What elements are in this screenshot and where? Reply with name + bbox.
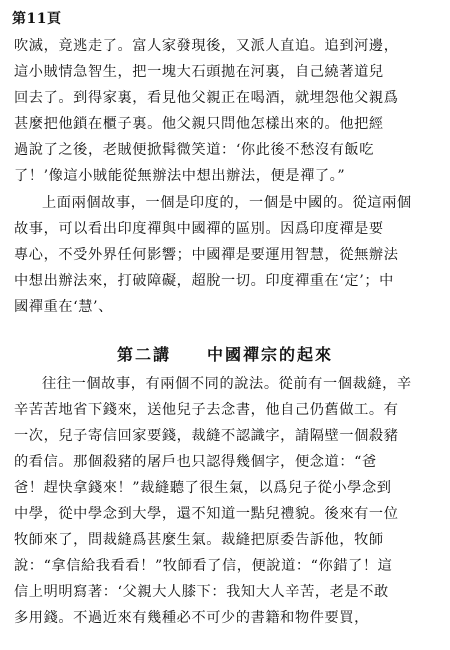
- text-line: 往往一個故事，有兩個不同的說法。從前有一個裁縫，辛: [42, 376, 412, 392]
- text-line: 說：“拿信給我看看！”牧師看了信，便說道：“你錯了！這: [14, 558, 393, 574]
- text-line: 中想出辦法來，打破障礙，超脫一切。印度禪重在‘定’；中: [14, 273, 394, 289]
- text-line: 過說了之後，老賊便掀髯微笑道：‘你此後不愁沒有飯吃: [14, 142, 375, 158]
- text-line: 回去了。到得家裏，看見他父親正在喝酒，就埋怨他父親爲: [14, 90, 399, 106]
- section-heading: 第二講 中國禪宗的起來: [116, 345, 333, 364]
- text-line: 信上明明寫著：‘父親大人膝下：我知大人辛苦，老是不敢: [14, 584, 389, 600]
- text-line: 甚麼把他鎖在櫃子裏。他父親只問他怎樣出來的。他把經: [14, 116, 384, 132]
- text-line: 上面兩個故事，一個是印度的，一個是中國的。從這兩個: [42, 195, 412, 211]
- text-line: 這小賊情急智生，把一塊大石頭拋在河裏，自己繞著道兒: [14, 64, 384, 80]
- text-line: 多用錢。不過近來有幾種必不可少的書籍和物件要買，: [14, 610, 369, 626]
- text-line: 的看信。那個殺豬的屠戶也只認得幾個字，便念道：“爸: [14, 454, 377, 470]
- text-line: 一次，兒子寄信回家要錢，裁縫不認識字，請隔壁一個殺豬: [14, 428, 399, 444]
- text-line: 吹滅，竟逃走了。富人家發現後，又派人直追。追到河邊，: [14, 38, 399, 54]
- text-line: 專心，不受外界任何影響；中國禪是要運用智慧，從無辦法: [14, 247, 399, 263]
- page-number-label: 第11頁: [12, 11, 62, 27]
- text-line: 爸！趕快拿錢來！”裁縫聽了很生氣，以爲兒子從小學念到: [14, 480, 392, 496]
- text-line: 故事，可以看出印度禪與中國禪的區別。因爲印度禪是要: [14, 221, 384, 237]
- text-line: 了！’像這小賊能從無辦法中想出辦法，便是禪了。”: [14, 168, 346, 184]
- text-line: 中學，從中學念到大學，還不知道一點兒禮貌。後來有一位: [14, 506, 399, 522]
- text-line: 國禪重在‘慧’、: [14, 299, 113, 315]
- text-line: 辛苦苦地省下錢來，送他兒子去念書，他自己仍舊做工。有: [14, 402, 399, 418]
- text-line: 牧師來了，問裁縫爲甚麼生氣。裁縫把原委告訴他，牧師: [14, 532, 384, 548]
